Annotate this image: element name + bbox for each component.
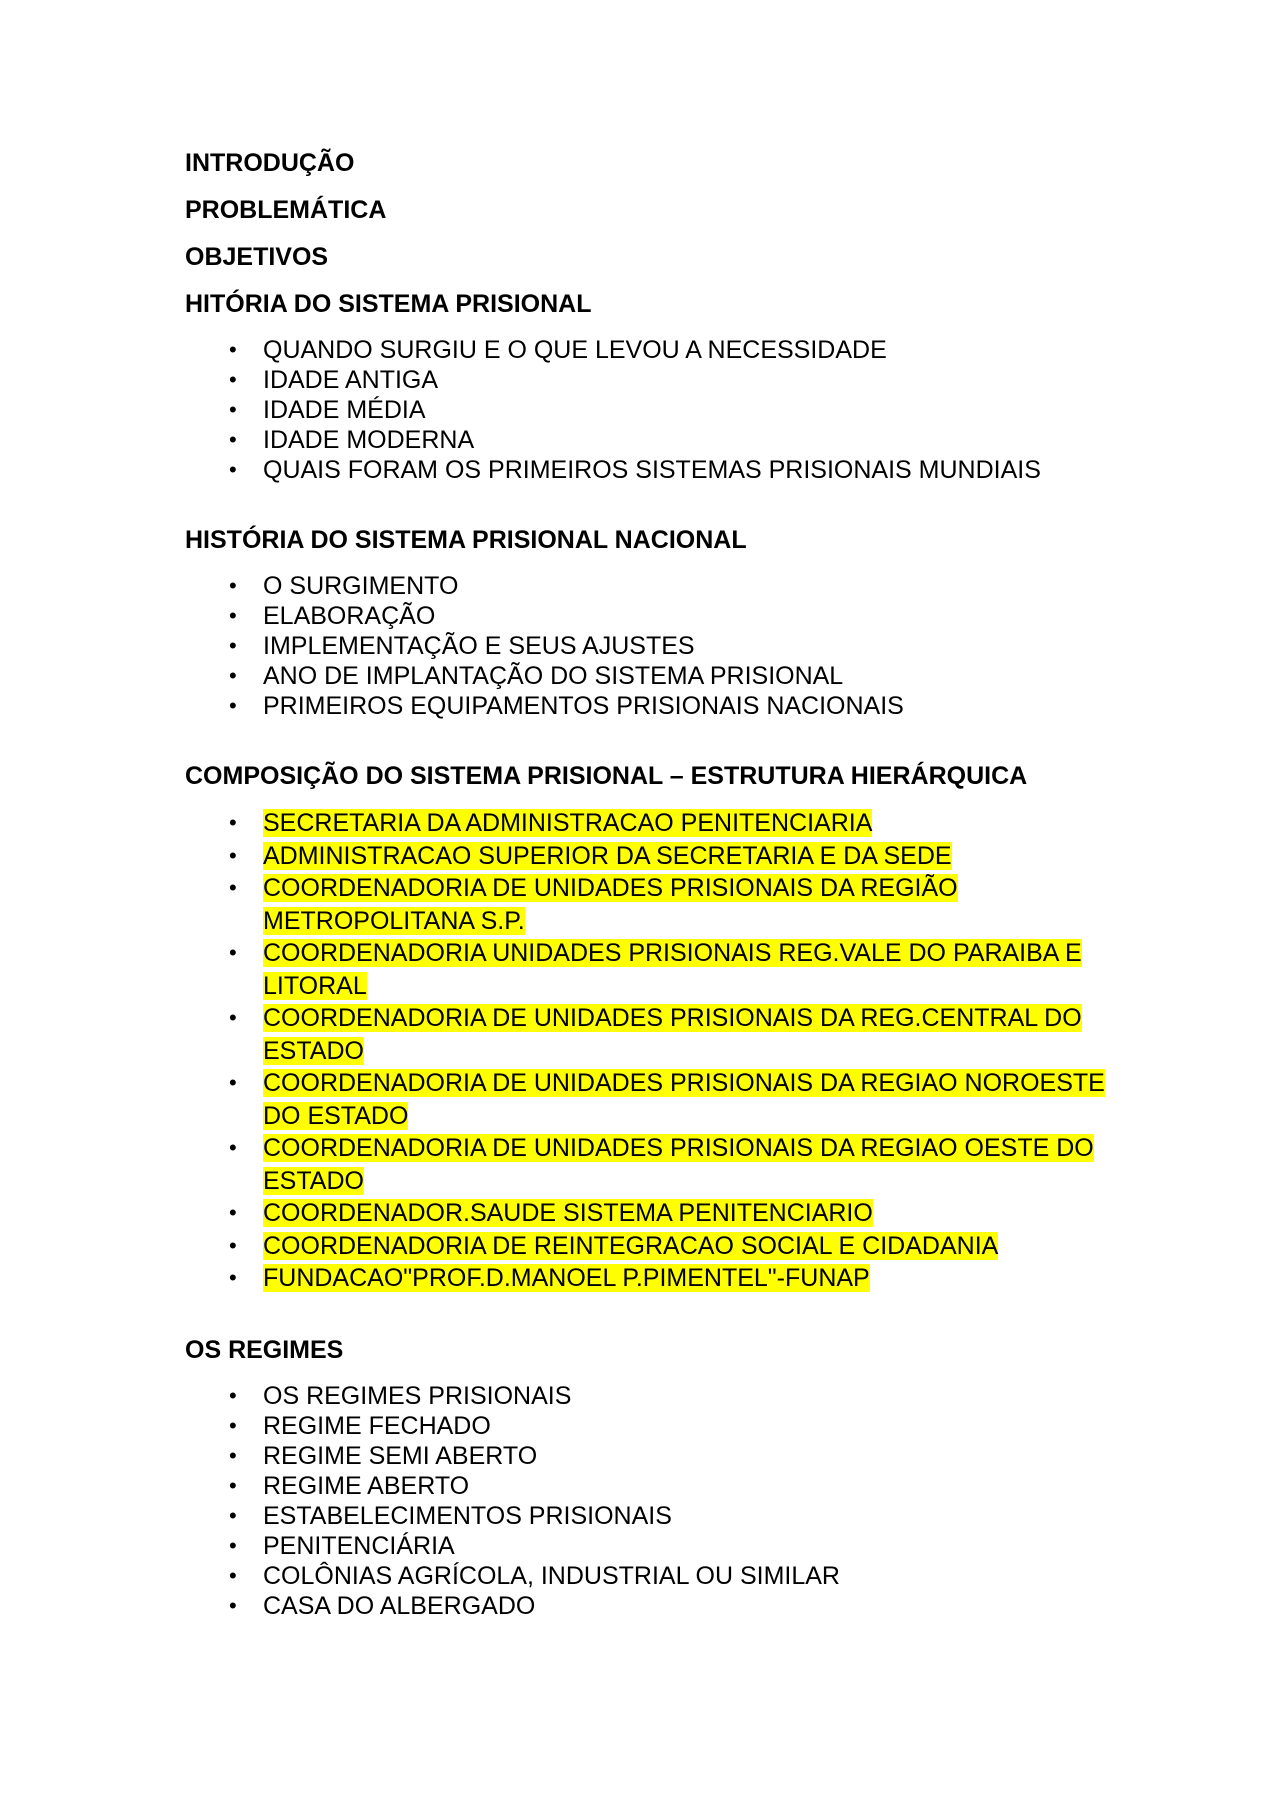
bullet-icon: •	[229, 1135, 237, 1160]
list-item: • O SURGIMENTO	[229, 572, 459, 600]
highlighted-text: COORDENADOR.SAUDE SISTEMA PENITENCIARIO	[263, 1199, 873, 1227]
list-historia-nacional	[185, 571, 1105, 721]
list-item: • REGIME SEMI ABERTO	[229, 1441, 538, 1470]
heading-historia-sistema-prisional: HITÓRIA DO SISTEMA PRISIONAL	[185, 290, 592, 318]
list-item: • IMPLEMENTAÇÃO E SEUS AJUSTES	[229, 632, 695, 660]
highlighted-text: COORDENADORIA DE UNIDADES PRISIONAIS DA REG.CENTRAL DO ESTADO	[263, 1004, 1082, 1065]
list-item	[185, 807, 1105, 840]
bullet-icon: •	[229, 397, 237, 422]
list-item: • ELABORAÇÃO	[229, 602, 436, 630]
bullet-icon: •	[229, 1005, 237, 1030]
bullet-icon: •	[229, 1472, 237, 1498]
heading-historia-sistema-prisional-nacional: HISTÓRIA DO SISTEMA PRISIONAL NACIONAL	[185, 526, 747, 554]
list-item: • PENITENCIÁRIA	[229, 1531, 455, 1560]
heading-problematica: PROBLEMÁTICA	[185, 196, 387, 224]
heading-os-regimes: OS REGIMES	[185, 1335, 344, 1364]
list-item: • OS REGIMES PRISIONAIS	[229, 1381, 572, 1410]
bullet-icon: •	[229, 1265, 237, 1290]
highlighted-text: FUNDACAO"PROF.D.MANOEL P.PIMENTEL"-FUNAP	[263, 1264, 870, 1292]
list-item	[185, 1197, 1105, 1230]
bullet-icon: •	[229, 810, 237, 835]
heading-composicao-sistema-prisional: COMPOSIÇÃO DO SISTEMA PRISIONAL – ESTRUTURA HIERÁRQUICA	[185, 762, 1028, 790]
list-item: • QUANDO SURGIU E O QUE LEVOU A NECESSIDADE	[229, 336, 887, 364]
list-item: • COLÔNIAS AGRÍCOLA, INDUSTRIAL OU SIMILAR	[229, 1561, 840, 1590]
list-item	[185, 1067, 1105, 1132]
list-item: • ESTABELECIMENTOS PRISIONAIS	[229, 1501, 672, 1530]
bullet-icon: •	[229, 1532, 237, 1558]
bullet-icon: •	[229, 1562, 237, 1588]
list-os-regimes	[185, 1381, 1105, 1621]
list-item: • IDADE MÉDIA	[229, 396, 426, 424]
bullet-icon: •	[229, 337, 237, 362]
list-item: • QUAIS FORAM OS PRIMEIROS SISTEMAS PRISIONAIS MUNDIAIS	[229, 456, 1041, 484]
document-body	[185, 148, 1105, 1621]
list-item: • REGIME FECHADO	[229, 1411, 491, 1440]
bullet-icon: •	[229, 1200, 237, 1225]
list-item: • CASA DO ALBERGADO	[229, 1591, 536, 1620]
bullet-icon: •	[229, 842, 237, 868]
highlighted-text: COORDENADORIA DE REINTEGRACAO SOCIAL E CIDADANIA	[263, 1231, 999, 1260]
list-historia-sistema-prisional	[185, 335, 1105, 485]
bullet-icon: •	[229, 875, 237, 900]
bullet-icon: •	[229, 367, 237, 392]
list-item	[185, 1262, 1105, 1295]
highlighted-text: COORDENADORIA UNIDADES PRISIONAIS REG.VALE DO PARAIBA E LITORAL	[263, 939, 1082, 1000]
list-item	[185, 1002, 1105, 1067]
bullet-icon: •	[229, 1232, 237, 1258]
list-item: • IDADE ANTIGA	[229, 366, 439, 394]
bullet-icon: •	[229, 1502, 237, 1528]
highlighted-text: COORDENADORIA DE UNIDADES PRISIONAIS DA REGIÃO METROPOLITANA S.P.	[263, 874, 958, 935]
bullet-icon: •	[229, 457, 237, 482]
list-composicao-estrutura-hierarquica	[185, 807, 1105, 1295]
list-item: • IDADE MODERNA	[229, 426, 475, 454]
bullet-icon: •	[229, 603, 237, 628]
list-item	[185, 1230, 1105, 1263]
list-item	[185, 937, 1105, 1002]
bullet-icon: •	[229, 1442, 237, 1468]
bullet-icon: •	[229, 1070, 237, 1095]
list-item	[185, 872, 1105, 937]
bullet-icon: •	[229, 427, 237, 452]
bullet-icon: •	[229, 663, 237, 688]
heading-objetivos: OBJETIVOS	[185, 243, 329, 271]
highlighted-text: COORDENADORIA DE UNIDADES PRISIONAIS DA REGIAO OESTE DO ESTADO	[263, 1134, 1094, 1195]
bullet-icon: •	[229, 633, 237, 658]
highlighted-text: COORDENADORIA DE UNIDADES PRISIONAIS DA REGIAO NOROESTE DO ESTADO	[263, 1069, 1105, 1130]
bullet-icon: •	[229, 573, 237, 598]
list-item: • PRIMEIROS EQUIPAMENTOS PRISIONAIS NACIONAIS	[229, 692, 904, 720]
list-item	[185, 1132, 1105, 1197]
bullet-icon: •	[229, 1412, 237, 1438]
heading-introducao: INTRODUÇÃO	[185, 149, 355, 177]
bullet-icon: •	[229, 693, 237, 718]
bullet-icon: •	[229, 1592, 237, 1618]
highlighted-text: SECRETARIA DA ADMINISTRACAO PENITENCIARIA	[263, 809, 873, 837]
list-item: • ANO DE IMPLANTAÇÃO DO SISTEMA PRISIONAL	[229, 662, 844, 690]
list-item: • REGIME ABERTO	[229, 1471, 470, 1500]
list-item	[185, 840, 1105, 873]
bullet-icon: •	[229, 940, 237, 965]
highlighted-text: ADMINISTRACAO SUPERIOR DA SECRETARIA E DA SEDE	[263, 841, 952, 870]
bullet-icon: •	[229, 1382, 237, 1408]
